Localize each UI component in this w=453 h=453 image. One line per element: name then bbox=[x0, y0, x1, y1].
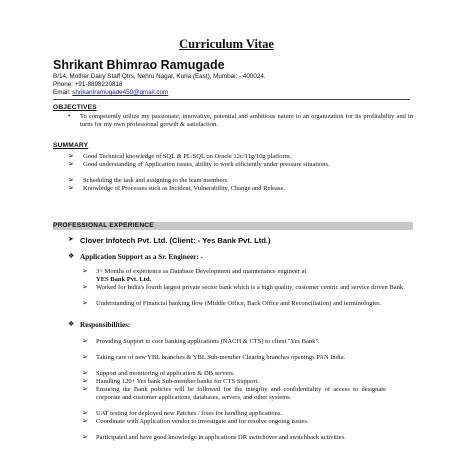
experience-heading: PROFESSIONAL EXPERIENCE bbox=[53, 222, 154, 229]
candidate-name: Shrikant Bhimrao Ramugade bbox=[53, 58, 225, 72]
header-divider bbox=[53, 99, 410, 100]
responsibility-item: UAT testing for deployed new Patches / fixes for handling applications. bbox=[96, 410, 282, 417]
arrow-icon: ➢ bbox=[68, 185, 74, 192]
responsibility-item: Handling 120+ Yes bank Sub-member banks for CTS Support. bbox=[96, 378, 259, 385]
responsibility-item: Ensuring the Bank policies will be followed for the integrity and confidentiality of access to designate corporate and customer applications, databases, servers, and other systems. bbox=[96, 386, 386, 401]
arrow-icon: ➢ bbox=[82, 338, 88, 345]
responsibility-item: Providing Support to core banking applications (NACH & CTS) to client "Yes Bank". bbox=[96, 338, 320, 345]
email-line bbox=[53, 89, 168, 97]
summary-heading: SUMMARY bbox=[53, 142, 89, 149]
summary-item: Scheduling the task and assigning to the team members. bbox=[83, 177, 229, 184]
company-marker-icon: ➤ bbox=[68, 236, 74, 243]
summary-item: Good Technical knowledge of SQL & PL/SQL on Oracle 12c/11g/10g platform. bbox=[83, 153, 292, 160]
role-heading: Application Support as a Sr. Engineer: - bbox=[80, 253, 203, 261]
arrow-icon: ➢ bbox=[82, 268, 88, 275]
responsibility-item: Participated and have good knowledge in applications DR switchover and switchback activities. bbox=[96, 434, 346, 441]
arrow-icon: ➢ bbox=[82, 354, 88, 361]
responsibility-item: Support and monitoring of application & DB servers. bbox=[96, 370, 235, 377]
role-item bbox=[96, 268, 413, 283]
responsibility-item: Taking care of new YBL branches & YBL Sub-member Clearing branches openings PAN India. bbox=[96, 354, 346, 361]
objectives-text: To competently utilize my passionate, innovative, potential and ambitious nature to an organization for its profitability and in turns for my own professional growth & satisfaction. bbox=[80, 113, 413, 128]
arrow-icon: ➢ bbox=[82, 300, 88, 307]
responsibility-item: Coordinate with Application vendor to investigate and for resolve ongoing issues. bbox=[96, 418, 309, 425]
role-item: Worked for India's fourth largest private sector bank which is a high quality, customer centric and service driven Bank. bbox=[96, 284, 405, 291]
email-link[interactable]: shrikantramugade459@gmail.com bbox=[72, 89, 169, 96]
arrow-icon: ➢ bbox=[82, 284, 88, 291]
responsibilities-heading: Responsibilities: bbox=[80, 321, 131, 329]
diamond-icon: ❖ bbox=[68, 253, 75, 260]
summary-item: Knowledge of Processes such as Incident, Vulnerability, Change and Release. bbox=[83, 185, 285, 192]
document-title: Curriculum Vitae bbox=[179, 37, 274, 51]
arrow-icon: ➢ bbox=[82, 378, 88, 385]
address-line: B/14, Mother Dairy Staff Qtrs, Nehru Nagar, Kurla (East), Mumbai: - 400024. bbox=[53, 73, 266, 80]
phone-line: Phone: +91-8898220818 bbox=[53, 81, 123, 88]
arrow-icon: ➢ bbox=[82, 370, 88, 377]
arrow-icon: ➢ bbox=[68, 161, 74, 168]
role-item-text: 3+ Months of experience as Database Development and maintenance engineer at bbox=[96, 268, 307, 275]
diamond-icon: ❖ bbox=[68, 321, 75, 328]
arrow-icon: ➢ bbox=[68, 177, 74, 184]
arrow-icon: ➢ bbox=[82, 386, 88, 393]
arrow-icon: ➢ bbox=[82, 434, 88, 441]
summary-item: Good understanding of Application issues, ability to work efficiently under pressure situations. bbox=[83, 161, 330, 168]
company-name: Clover Infotech Pvt. Ltd. (Client: - Yes Bank Pvt. Ltd.) bbox=[80, 236, 271, 245]
objectives-heading: OBJECTIVES bbox=[53, 104, 97, 111]
arrow-icon: ➢ bbox=[68, 153, 74, 160]
role-item-company: YES Bank Pvt. Ltd. bbox=[96, 275, 152, 283]
arrow-icon: ➢ bbox=[82, 418, 88, 425]
arrow-icon: ➢ bbox=[82, 410, 88, 417]
bullet-icon: • bbox=[68, 113, 71, 120]
role-item: Understanding of Financial banking flow (Middle Office, Back Office and Reconciliation) and terminologies. bbox=[96, 300, 382, 307]
email-label: Email: bbox=[53, 89, 73, 96]
